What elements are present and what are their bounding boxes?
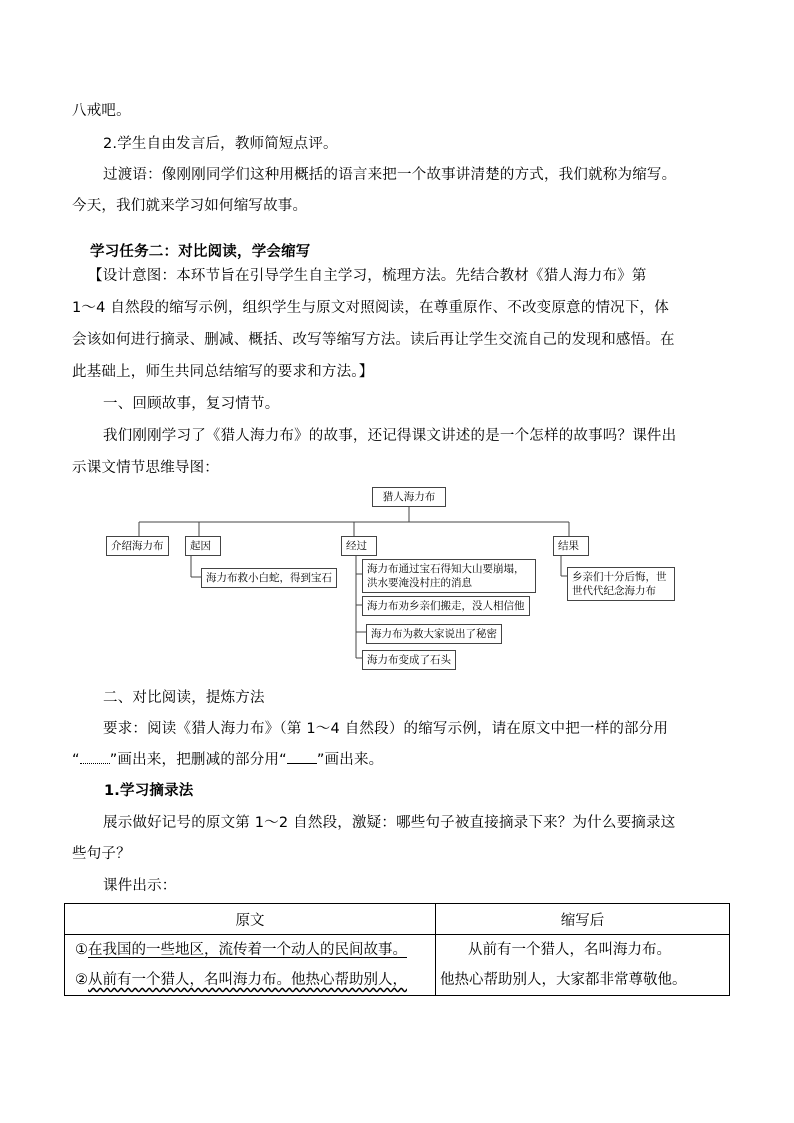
straight-line-sample	[287, 751, 317, 764]
mind-map-result-child-line: 乡亲们十分后悔，世	[572, 571, 667, 583]
plot-mind-map	[104, 484, 684, 674]
design-intent-text: 1～4 自然段的缩写示例，组织学生与原文对照阅读，在尊重原作、不改变原意的情况下，体	[72, 300, 669, 316]
paragraph-fragment: ”画出来，把删减的部分用“	[109, 752, 287, 768]
mind-map-result-child-line: 世代代纪念海力布	[572, 585, 656, 597]
mind-map-process-child: 海力布劝乡亲们搬走，没人相信他	[362, 596, 530, 616]
mind-map-intro-node: 介绍海力布	[106, 536, 169, 556]
table-header-original: 原文	[65, 904, 436, 935]
paragraph-text	[72, 750, 383, 770]
abridged-sentence: 他热心帮助别人，大家都非常尊敬他。	[440, 972, 687, 988]
table-cell-abridged	[436, 935, 730, 996]
paragraph-text: 展示做好记号的原文第 1～2 自然段，激疑：哪些句子被直接摘录下来？为什么要摘录这	[103, 815, 676, 831]
wavy-line-sample	[80, 751, 110, 764]
paragraph-text: 2.学生自由发言后，教师简短点评。	[103, 136, 338, 152]
table-cell-original	[65, 935, 436, 996]
abridged-sentence: 从前有一个猎人，名叫海力布。	[468, 942, 671, 958]
section-heading: 一、回顾故事，复习情节。	[103, 396, 280, 412]
paragraph-text: 过渡语：像刚刚同学们这种用概括的语言来把一个故事讲清楚的方式，我们就称为缩写。	[103, 167, 677, 183]
mind-map-result-child	[567, 567, 675, 601]
mind-map-process-child	[362, 559, 536, 593]
mind-map-root: 猎人海力布	[372, 487, 446, 507]
paragraph-text: 今天，我们就来学习如何缩写故事。	[72, 198, 308, 214]
paragraph-text: 些句子？	[72, 846, 131, 862]
design-intent-text: 会该如何进行摘录、删减、概括、改写等缩写方法。读后再让学生交流自己的发现和感悟。在	[72, 332, 675, 348]
paragraph-text: 示课文情节思维导图：	[72, 460, 219, 476]
mind-map-start-child: 海力布救小白蛇，得到宝石	[201, 568, 337, 588]
section-heading: 二、对比阅读，提炼方法	[103, 690, 265, 706]
mind-map-process-node: 经过	[341, 536, 377, 556]
underlined-sentence: 在我国的一些地区，流传着一个动人的民间故事。	[88, 942, 407, 958]
mind-map-process-child-line: 海力布通过宝石得知大山要崩塌，	[367, 563, 525, 575]
table-row: ①在我国的一些地区，流传着一个动人的民间故事。	[75, 942, 407, 958]
paragraph-text: 我们刚刚学习了《猎人海力布》的故事，还记得课文讲述的是一个怎样的故事吗？课件出	[103, 428, 677, 444]
paragraph-text: 要求：阅读《猎人海力布》（第 1～4 自然段）的缩写示例，请在原文中把一样的部分用	[103, 721, 669, 737]
wavy-underlined-sentence: 从前有一个猎人，名叫海力布。	[88, 972, 291, 988]
design-intent-text: 【设计意图：本环节旨在引导学生自主学习，梳理方法。先结合教材《猎人海力布》第	[88, 268, 647, 284]
table-header-abridged: 缩写后	[436, 904, 730, 935]
mind-map-process-child: 海力布变成了石头	[362, 650, 456, 670]
mind-map-process-child-line: 洪水要淹没村庄的消息	[367, 577, 472, 589]
paragraph-fragment: ”画出来。	[316, 752, 384, 768]
wavy-underlined-sentence: 他热心帮助别人，	[291, 972, 407, 988]
paragraph-text: 八戒吧。	[72, 103, 131, 119]
mind-map-start-node: 起因	[185, 536, 221, 556]
section-heading: 学习任务二：对比阅读，学会缩写	[90, 244, 311, 260]
design-intent-text: 此基础上，师生共同总结缩写的要求和方法。】	[72, 364, 374, 380]
mind-map-result-node: 结果	[553, 536, 589, 556]
quote-mark: “	[72, 752, 80, 768]
comparison-table	[64, 903, 730, 996]
paragraph-text: 课件出示：	[103, 878, 177, 894]
section-heading: 1.学习摘录法	[104, 783, 194, 799]
mind-map-process-child: 海力布为救大家说出了秘密	[366, 624, 502, 644]
table-row: ②从前有一个猎人，名叫海力布。他热心帮助别人，	[75, 972, 407, 988]
